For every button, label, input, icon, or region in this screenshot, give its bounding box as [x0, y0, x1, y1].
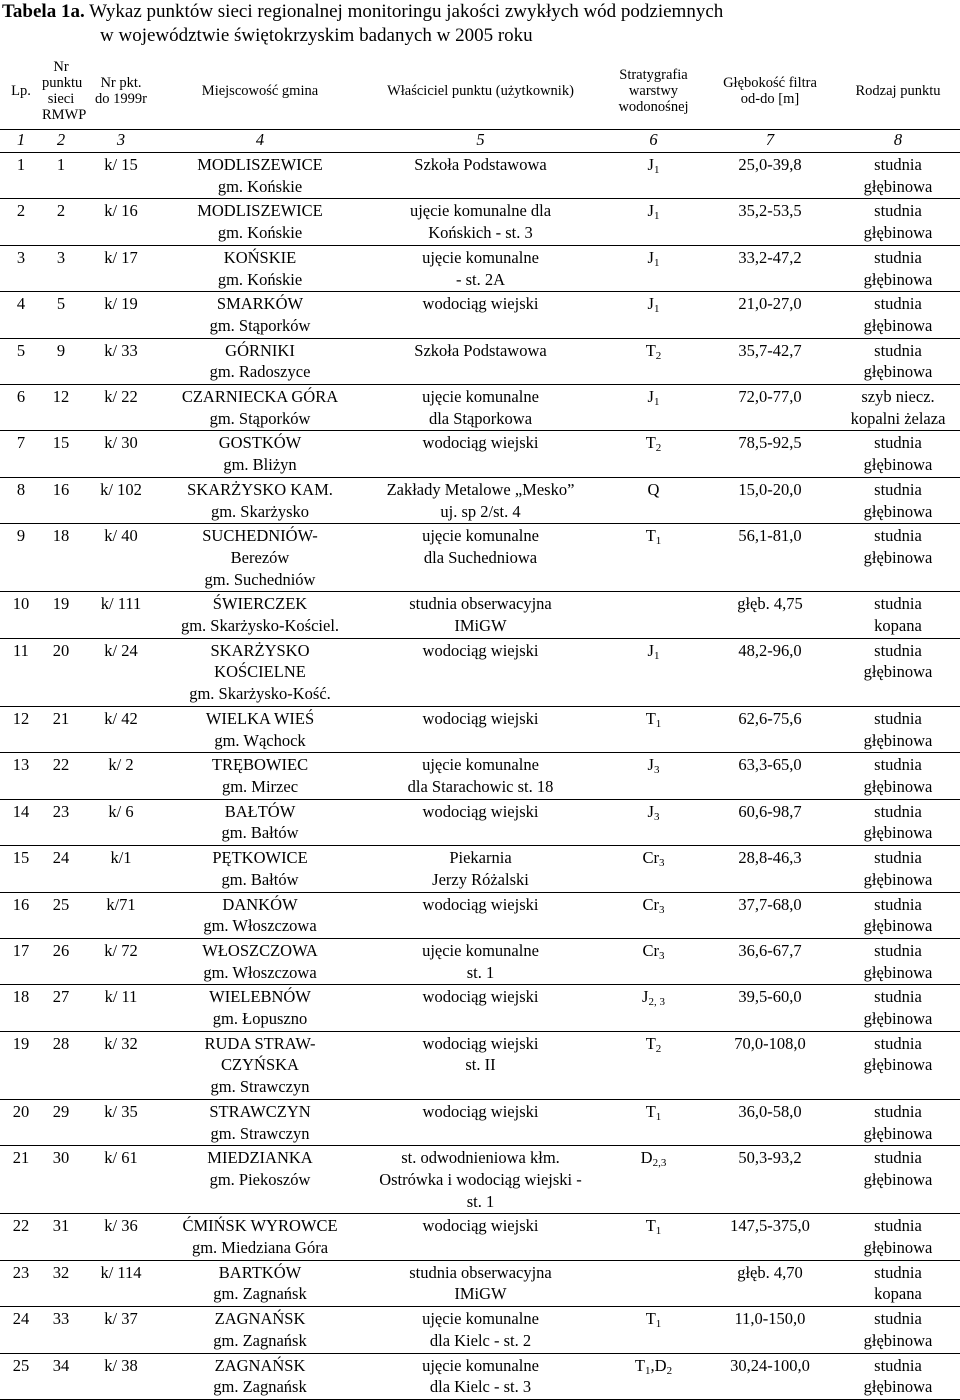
cell-rodzaj: studnia głębinowa: [863, 526, 933, 567]
cell-glebokosc: 39,5-60,0: [738, 987, 802, 1007]
stratygrafia-index: 2: [666, 1364, 673, 1377]
cell-lp: 11: [13, 640, 29, 660]
cell-nr-sieci: 18: [52, 526, 70, 546]
cell-nr-1999: k/ 40: [104, 526, 138, 546]
stratygrafia-symbol: J: [647, 640, 654, 660]
stratygrafia-index: 1: [645, 1364, 651, 1377]
cell-lp: 16: [12, 894, 30, 914]
cell-lp: 3: [16, 247, 26, 267]
cell-nr-sieci: 9: [56, 340, 66, 360]
cell-miejscowosc: BARTKÓW gm. Zagnańsk: [213, 1262, 307, 1304]
stratygrafia-symbol: T: [634, 1355, 646, 1375]
cell-nr-1999: k/ 114: [100, 1262, 142, 1282]
cell-stratygrafia: [603, 338, 704, 384]
cell-miejscowosc: WIELKA WIEŚ gm. Wąchock: [205, 708, 315, 750]
cell-glebokosc: 25,0-39,8: [738, 155, 802, 174]
cell-rodzaj: studnia kopana: [874, 594, 922, 636]
table-row: [0, 753, 960, 799]
cell-glebokosc: 35,2-53,5: [738, 201, 802, 221]
cell-wlasciciel: Zakłady Metalowe „Mesko” uj. sp 2/st. 4: [386, 479, 575, 521]
stratygrafia-symbol: T: [645, 433, 656, 453]
stratygrafia-symbol: J: [647, 387, 654, 407]
cell-lp: 1: [16, 155, 26, 174]
cell-stratygrafia: [603, 985, 704, 1031]
cell-glebokosc: głęb. 4,75: [737, 594, 803, 614]
cell-wlasciciel: studnia obserwacyjna IMiGW: [409, 594, 552, 636]
cell-miejscowosc: TRĘBOWIEC gm. Mirzec: [211, 755, 309, 796]
cell-rodzaj: studnia głębinowa: [863, 1033, 933, 1075]
cell-wlasciciel: wodociąg wiejski: [422, 894, 539, 914]
cell-nr-1999: k/ 38: [104, 1355, 138, 1375]
cell-stratygrafia: [603, 1214, 704, 1260]
cell-glebokosc: 11,0-150,0: [734, 1309, 806, 1329]
title-label: Tabela 1a.: [2, 1, 85, 22]
cell-nr-sieci: 3: [56, 247, 66, 267]
table-row: [0, 1031, 960, 1099]
cell-stratygrafia: [603, 846, 704, 892]
stratygrafia-index: 1: [655, 1110, 662, 1123]
cell-wlasciciel: ujęcie komunalne dla Końskich - st. 3: [409, 201, 552, 243]
cell-stratygrafia: [603, 245, 704, 291]
table-row: [0, 706, 960, 752]
cell-nr-1999: k/ 16: [104, 201, 138, 221]
cell-wlasciciel: ujęcie komunalne dla Kielc - st. 3: [422, 1355, 539, 1397]
table-row: [0, 431, 960, 477]
cell-wlasciciel: wodociąg wiejski: [422, 294, 539, 314]
table-row: [0, 846, 960, 892]
cell-wlasciciel: wodociąg wiejski: [422, 987, 539, 1007]
cell-glebokosc: głęb. 4,70: [737, 1262, 803, 1282]
cell-stratygrafia: [603, 799, 704, 845]
cell-nr-sieci: 24: [52, 848, 70, 868]
cell-wlasciciel: ujęcie komunalne dla Suchedniowa: [422, 526, 539, 567]
stratygrafia-symbol: T: [645, 1101, 656, 1121]
cell-miejscowosc: GÓRNIKI gm. Radoszyce: [209, 340, 311, 382]
cell-lp: 7: [16, 433, 26, 453]
column-number-row: [0, 130, 960, 153]
cell-wlasciciel: Piekarnia Jerzy Różalski: [432, 848, 529, 889]
col-header-miejscowosc: Miejscowość gmina: [201, 83, 319, 99]
cell-nr-sieci: 29: [52, 1101, 70, 1121]
stratygrafia-index: 1: [653, 210, 660, 223]
stratygrafia-index: 2,3: [652, 1157, 667, 1170]
cell-nr-1999: k/ 37: [104, 1309, 138, 1329]
cell-lp: 12: [12, 708, 30, 728]
cell-miejscowosc: GOSTKÓW gm. Bliżyn: [218, 433, 302, 475]
cell-stratygrafia: [603, 292, 704, 338]
cell-lp: 8: [16, 479, 26, 499]
cell-rodzaj: studnia głębinowa: [863, 987, 933, 1029]
column-number: 2: [42, 130, 80, 153]
cell-rodzaj: studnia głębinowa: [863, 1101, 933, 1143]
cell-stratygrafia: [603, 638, 704, 706]
cell-lp: 15: [12, 848, 30, 868]
cell-lp: 22: [12, 1216, 30, 1236]
stratygrafia-symbol: Cr: [642, 940, 659, 960]
cell-miejscowosc: STRAWCZYN gm. Strawczyn: [209, 1101, 311, 1143]
stratygrafia-index: 1: [653, 649, 660, 662]
column-number: 4: [162, 130, 358, 153]
cell-wlasciciel: ujęcie komunalne - st. 2A: [422, 247, 539, 289]
stratygrafia-symbol: J: [647, 801, 654, 821]
table-header: [0, 53, 960, 130]
table-row: [0, 338, 960, 384]
cell-wlasciciel: ujęcie komunalne dla Starachowic st. 18: [407, 755, 554, 796]
cell-stratygrafia: [603, 1353, 704, 1399]
cell-stratygrafia: [603, 431, 704, 477]
stratygrafia-symbol: T: [645, 708, 656, 728]
cell-nr-1999: k/ 61: [104, 1148, 138, 1168]
col-header-rodzaj: Rodzaj punktu: [855, 83, 941, 99]
cell-nr-sieci: 25: [52, 894, 70, 914]
stratygrafia-index: 3: [659, 903, 665, 916]
cell-rodzaj: studnia głębinowa: [863, 247, 933, 289]
stratygrafia-symbol: J: [642, 987, 649, 1007]
stratygrafia-index: 1: [653, 303, 660, 316]
stratygrafia-symbol: J: [647, 247, 654, 267]
cell-nr-sieci: 12: [52, 387, 70, 407]
table-row: [0, 1353, 960, 1399]
cell-stratygrafia: [603, 1146, 704, 1214]
cell-nr-sieci: 20: [52, 640, 70, 660]
cell-rodzaj: studnia głębinowa: [863, 155, 933, 196]
cell-stratygrafia: [603, 1307, 704, 1353]
cell-nr-sieci: 32: [52, 1262, 70, 1282]
cell-wlasciciel: ujęcie komunalne dla Stąporkowa: [422, 387, 539, 428]
stratygrafia-index: 1: [655, 717, 662, 730]
stratygrafia-index: 1: [655, 1318, 662, 1331]
cell-nr-sieci: 1: [56, 155, 66, 174]
cell-nr-1999: k/ 33: [104, 340, 138, 360]
col-header-stratygrafia: Stratygrafia warstwy wodonośnej: [618, 67, 689, 115]
cell-rodzaj: studnia głębinowa: [863, 433, 933, 475]
cell-glebokosc: 147,5-375,0: [730, 1216, 810, 1236]
cell-wlasciciel: Szkoła Podstawowa: [414, 155, 547, 174]
table-row: [0, 592, 960, 638]
table-row: [0, 1214, 960, 1260]
cell-nr-sieci: 2: [56, 201, 66, 221]
table-row: [0, 1099, 960, 1145]
stratygrafia-tail: ,D: [650, 1355, 667, 1375]
cell-stratygrafia: [603, 385, 704, 431]
table-row: [0, 638, 960, 706]
cell-stratygrafia: [603, 938, 704, 984]
stratygrafia-symbol: T: [645, 340, 656, 360]
cell-lp: 5: [16, 340, 26, 360]
cell-nr-sieci: 23: [52, 801, 70, 821]
cell-rodzaj: studnia głębinowa: [863, 201, 933, 243]
cell-nr-sieci: 34: [52, 1355, 70, 1375]
table-row: [0, 199, 960, 245]
cell-nr-sieci: 26: [52, 940, 70, 960]
cell-rodzaj: studnia głębinowa: [863, 1148, 933, 1189]
cell-wlasciciel: studnia obserwacyjna IMiGW: [409, 1262, 552, 1304]
stratygrafia-index: 1: [655, 535, 662, 548]
table-row: [0, 938, 960, 984]
cell-nr-sieci: 5: [56, 294, 66, 314]
table-row: [0, 892, 960, 938]
cell-rodzaj: studnia głębinowa: [863, 1355, 933, 1397]
cell-nr-1999: k/ 102: [100, 479, 142, 499]
cell-glebokosc: 28,8-46,3: [738, 848, 802, 868]
cell-lp: 25: [12, 1355, 30, 1375]
cell-nr-sieci: 30: [52, 1148, 70, 1168]
cell-glebokosc: 36,0-58,0: [738, 1101, 802, 1121]
cell-lp: 9: [16, 526, 26, 546]
monitoring-points-table: [0, 53, 960, 1400]
stratygrafia-index: 1: [653, 164, 660, 176]
title-line-2: w województwie świętokrzyskim badanych w 2005 roku: [100, 25, 533, 46]
cell-wlasciciel: wodociąg wiejski: [422, 1216, 539, 1236]
stratygrafia-symbol: T: [645, 1033, 656, 1053]
cell-glebokosc: 50,3-93,2: [738, 1148, 802, 1168]
cell-nr-1999: k/ 36: [104, 1216, 138, 1236]
cell-miejscowosc: BAŁTÓW gm. Bałtów: [221, 801, 299, 843]
cell-glebokosc: 15,0-20,0: [738, 479, 802, 499]
cell-glebokosc: 48,2-96,0: [738, 640, 802, 660]
stratygrafia-symbol: Cr: [642, 894, 659, 914]
cell-glebokosc: 37,7-68,0: [738, 894, 802, 914]
cell-lp: 6: [16, 387, 26, 407]
cell-miejscowosc: SMARKÓW gm. Stąporków: [209, 294, 311, 335]
cell-miejscowosc: PĘTKOWICE gm. Bałtów: [212, 848, 308, 889]
cell-stratygrafia: [603, 892, 704, 938]
table-row: [0, 799, 960, 845]
column-number: 6: [603, 130, 704, 153]
cell-nr-1999: k/ 42: [104, 708, 138, 728]
cell-miejscowosc: ZAGNAŃSK gm. Zagnańsk: [213, 1355, 307, 1397]
cell-miejscowosc: SUCHEDNIÓW- Berezów gm. Suchedniów: [202, 526, 318, 589]
cell-miejscowosc: DANKÓW gm. Włoszczowa: [203, 894, 317, 936]
cell-glebokosc: 33,2-47,2: [738, 247, 802, 267]
cell-glebokosc: 78,5-92,5: [738, 433, 802, 453]
cell-stratygrafia: [603, 753, 704, 799]
stratygrafia-index: 1: [653, 256, 660, 269]
col-header-glebokosc: Głębokość filtra od-do [m]: [723, 75, 817, 107]
cell-stratygrafia: [603, 1099, 704, 1145]
table-row: [0, 385, 960, 431]
table-row: [0, 1146, 960, 1214]
cell-miejscowosc: ZAGNAŃSK gm. Zagnańsk: [213, 1309, 307, 1350]
stratygrafia-symbol: T: [645, 1216, 656, 1236]
cell-rodzaj: studnia głębinowa: [863, 848, 933, 889]
cell-wlasciciel: ujęcie komunalne dla Kielc - st. 2: [422, 1309, 539, 1350]
cell-nr-sieci: 31: [52, 1216, 70, 1236]
stratygrafia-symbol: J: [647, 755, 654, 775]
cell-nr-1999: k/ 32: [104, 1033, 138, 1053]
cell-glebokosc: 60,6-98,7: [738, 801, 802, 821]
cell-nr-sieci: 27: [52, 987, 70, 1007]
cell-nr-1999: k/ 111: [100, 594, 142, 614]
cell-nr-1999: k/ 22: [104, 387, 138, 407]
stratygrafia-index: 2, 3: [648, 996, 665, 1009]
cell-nr-1999: k/ 6: [108, 801, 134, 821]
stratygrafia-index: 3: [653, 810, 660, 823]
table-row: [0, 153, 960, 199]
stratygrafia-index: 3: [653, 764, 660, 777]
cell-glebokosc: 63,3-65,0: [738, 755, 802, 775]
cell-miejscowosc: MIEDZIANKA gm. Piekoszów: [207, 1148, 313, 1189]
cell-rodzaj: studnia głębinowa: [863, 1309, 933, 1350]
stratygrafia-index: 2: [655, 349, 662, 362]
cell-stratygrafia: [603, 524, 704, 592]
cell-nr-sieci: 19: [52, 594, 70, 614]
cell-rodzaj: studnia głębinowa: [863, 755, 933, 796]
cell-rodzaj: studnia głębinowa: [863, 894, 933, 936]
cell-glebokosc: 72,0-77,0: [738, 387, 802, 407]
title-text: Wykaz punktów sieci regionalnej monitoringu jakości zwykłych wód podziemnych: [84, 1, 724, 22]
cell-nr-sieci: 33: [52, 1309, 70, 1329]
table-row: [0, 292, 960, 338]
cell-lp: 21: [12, 1148, 30, 1168]
col-header-nr-1999: Nr pkt. do 1999r: [95, 75, 147, 107]
cell-nr-1999: k/ 72: [104, 940, 138, 960]
cell-rodzaj: studnia głębinowa: [863, 940, 933, 982]
stratygrafia-index: 1: [655, 1225, 662, 1238]
cell-rodzaj: studnia głębinowa: [863, 340, 933, 382]
cell-lp: 4: [16, 294, 26, 314]
cell-nr-sieci: 21: [52, 708, 70, 728]
cell-stratygrafia: [603, 592, 704, 638]
cell-rodzaj: studnia głębinowa: [863, 479, 933, 521]
cell-lp: 19: [12, 1033, 30, 1053]
cell-rodzaj: studnia głębinowa: [863, 294, 933, 335]
cell-miejscowosc: SKARŻYSKO KOŚCIELNE gm. Skarżysko-Kość.: [189, 640, 331, 704]
cell-glebokosc: 62,6-75,6: [738, 708, 802, 728]
cell-glebokosc: 35,7-42,7: [738, 340, 802, 360]
cell-nr-1999: k/ 11: [104, 987, 138, 1007]
cell-stratygrafia: [603, 706, 704, 752]
title-line-1: [2, 0, 723, 24]
cell-miejscowosc: ŚWIERCZEK gm. Skarżysko-Kościel.: [180, 594, 340, 636]
column-number: 1: [0, 130, 42, 153]
table-row: [0, 524, 960, 592]
cell-nr-1999: k/ 17: [104, 247, 138, 267]
cell-rodzaj: studnia głębinowa: [863, 1216, 933, 1258]
cell-wlasciciel: Szkoła Podstawowa: [414, 340, 547, 360]
cell-miejscowosc: WIELEBNÓW gm. Łopuszno: [209, 987, 311, 1029]
cell-nr-1999: k/ 24: [104, 640, 138, 660]
stratygrafia-index: 3: [659, 949, 665, 962]
cell-lp: 2: [16, 201, 26, 221]
stratygrafia-symbol: J: [647, 155, 654, 174]
cell-nr-sieci: 28: [52, 1033, 70, 1053]
table-body: [0, 153, 960, 1400]
column-number: 3: [80, 130, 162, 153]
cell-lp: 10: [12, 594, 30, 614]
stratygrafia-symbol: Q: [647, 479, 660, 499]
cell-glebokosc: 21,0-27,0: [738, 294, 802, 314]
cell-wlasciciel: wodociąg wiejski: [422, 640, 539, 660]
stratygrafia-symbol: Cr: [642, 848, 659, 868]
stratygrafia-symbol: T: [645, 1309, 656, 1329]
cell-lp: 23: [12, 1262, 30, 1282]
cell-nr-1999: k/ 2: [108, 755, 134, 775]
cell-nr-1999: k/ 35: [104, 1101, 138, 1121]
cell-wlasciciel: wodociąg wiejski: [422, 433, 539, 453]
cell-nr-sieci: 16: [52, 479, 70, 499]
cell-stratygrafia: [603, 1031, 704, 1099]
table-row: [0, 1260, 960, 1306]
col-header-wlasciciel: Właściciel punktu (użytkownik): [387, 83, 574, 99]
table-row: [0, 477, 960, 523]
column-number: 8: [836, 130, 960, 153]
cell-stratygrafia: [603, 1260, 704, 1306]
stratygrafia-symbol: T: [645, 526, 656, 546]
cell-lp: 24: [12, 1309, 30, 1329]
table-row: [0, 985, 960, 1031]
cell-wlasciciel: wodociąg wiejski: [422, 801, 539, 821]
cell-rodzaj: szyb niecz. kopalni żelaza: [850, 387, 946, 428]
cell-miejscowosc: CZARNIECKA GÓRA gm. Stąporków: [181, 387, 339, 428]
cell-miejscowosc: WŁOSZCZOWA gm. Włoszczowa: [202, 940, 318, 982]
cell-glebokosc: 56,1-81,0: [738, 526, 802, 546]
stratygrafia-index: 1: [653, 396, 660, 409]
cell-rodzaj: studnia głębinowa: [863, 708, 933, 750]
cell-stratygrafia: [603, 153, 704, 199]
cell-lp: 18: [12, 987, 30, 1007]
stratygrafia-index: 2: [655, 1042, 662, 1055]
cell-wlasciciel: wodociąg wiejski: [422, 1101, 539, 1121]
cell-nr-1999: k/ 19: [104, 294, 138, 314]
table-row: [0, 1307, 960, 1353]
cell-rodzaj: studnia kopana: [874, 1262, 922, 1304]
stratygrafia-index: 3: [659, 857, 665, 870]
cell-nr-sieci: 22: [52, 755, 70, 775]
column-number: 5: [358, 130, 603, 153]
column-number: 7: [704, 130, 836, 153]
cell-stratygrafia: [603, 477, 704, 523]
col-header-lp: Lp.: [11, 83, 31, 99]
cell-miejscowosc: KOŃSKIE gm. Końskie: [217, 247, 303, 289]
cell-rodzaj: studnia głębinowa: [863, 801, 933, 843]
cell-miejscowosc: SKARŻYSKO KAM. gm. Skarżysko: [187, 479, 333, 521]
cell-miejscowosc: ĆMIŃSK WYROWCE gm. Miedziana Góra: [182, 1216, 338, 1258]
cell-rodzaj: studnia głębinowa: [863, 640, 933, 682]
cell-wlasciciel: wodociąg wiejski: [422, 708, 539, 728]
cell-lp: 20: [12, 1101, 30, 1121]
cell-miejscowosc: MODLISZEWICE gm. Końskie: [197, 201, 323, 243]
cell-nr-1999: k/71: [106, 894, 136, 914]
cell-nr-1999: k/ 15: [104, 155, 138, 174]
cell-lp: 14: [12, 801, 30, 821]
cell-nr-sieci: 15: [52, 433, 70, 453]
cell-miejscowosc: RUDA STRAW- CZYŃSKA gm. Strawczyn: [204, 1033, 316, 1097]
cell-lp: 13: [12, 755, 30, 775]
cell-lp: 17: [12, 940, 30, 960]
cell-wlasciciel: ujęcie komunalne st. 1: [422, 940, 539, 982]
cell-nr-1999: k/ 30: [104, 433, 138, 453]
table-row: [0, 245, 960, 291]
cell-miejscowosc: MODLISZEWICE gm. Końskie: [197, 155, 323, 196]
cell-glebokosc: 36,6-67,7: [738, 940, 802, 960]
cell-wlasciciel: st. odwodnieniowa kłm. Ostrówka i wodociąg wiejski - st. 1: [379, 1148, 582, 1211]
cell-nr-1999: k/1: [110, 848, 132, 868]
col-header-nr-sieci: Nr punktu sieci RMWP: [42, 59, 87, 123]
cell-glebokosc: 70,0-108,0: [734, 1033, 806, 1053]
stratygrafia-symbol: D: [640, 1148, 653, 1168]
cell-stratygrafia: [603, 199, 704, 245]
cell-wlasciciel: wodociąg wiejski st. II: [422, 1033, 539, 1075]
stratygrafia-index: 2: [655, 442, 662, 455]
stratygrafia-symbol: J: [647, 201, 654, 221]
cell-glebokosc: 30,24-100,0: [730, 1355, 810, 1375]
stratygrafia-symbol: J: [647, 294, 654, 314]
